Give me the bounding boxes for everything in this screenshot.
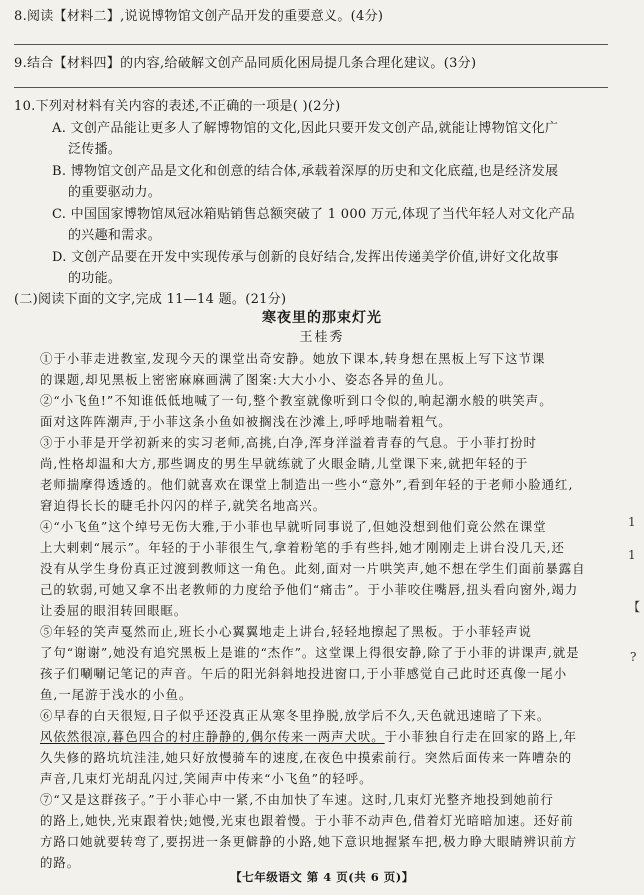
paragraph-line xyxy=(40,729,577,745)
answer-line xyxy=(14,87,608,88)
paragraph-line: 方路口她就要转弯了,要拐进一条更僻静的小路,她下意识地握紧车把,极力睁大眼睛辨识前方 xyxy=(40,834,578,849)
option-d: D. 文创产品要在开发中实现传承与创新的良好结合,发挥出传递美学价值,讲好文化故事 xyxy=(52,250,559,265)
paragraph-line: 久失修的路坑坑洼洼,她只好放慢骑车的速度,在夜色中摸索前行。突然后面传来一阵嘈杂的 xyxy=(40,750,573,765)
margin-mark: 1 xyxy=(628,548,636,562)
option-a: A. 文创产品能让更多人了解博物馆的文化,因此只要开发文创产品,就能让博物馆文化广 xyxy=(52,121,559,136)
paragraph-line: 老师揣摩得透透的。他们就喜欢在课堂上制造出一些小“意外”,看到年轻的于老师小脸通红, xyxy=(40,477,574,492)
margin-mark: 1 xyxy=(628,515,636,529)
paragraph-line: ⑦“又是这群孩子。”于小菲心中一紧,不由加快了车速。这时,几束灯光整齐地投到她前行 xyxy=(40,792,554,807)
answer-line xyxy=(14,44,608,45)
paragraph-line: ③于小菲是开学初新来的实习老师,高挑,白净,浑身洋溢着青春的气息。于小菲打扮时 xyxy=(40,435,537,450)
paragraph-line: 己的软弱,可她又拿不出老教师的力度给予他们“痛击”。于小菲咬住嘴唇,扭头看向窗外,竭力 xyxy=(40,582,579,597)
paragraph-line: ⑥早春的白天很短,日子似乎还没真正从寒冬里挣脱,放学后不久,天色就迅速暗了下来。 xyxy=(40,708,551,723)
paragraph-line: 让委屈的眼泪转回眼眶。 xyxy=(40,603,188,618)
option-b: B. 博物馆文创产品是文化和创意的结合体,承载着深厚的历史和文化底蕴,也是经济发展 xyxy=(52,164,559,179)
option-d-cont: 的功能。 xyxy=(68,271,122,286)
paragraph-line: 的路。 xyxy=(40,855,81,870)
paragraph-line: 没有从学生身份真正过渡到教师这一角色。此刻,面对一片哄笑声,她不想在学生们面前暴露自 xyxy=(40,561,586,576)
story-title: 寒夜里的那束灯光 xyxy=(262,310,382,326)
paragraph-line: 声音,几束灯光胡乱闪过,笑闹声中传来“小飞鱼”的轻呼。 xyxy=(40,771,373,786)
paragraph-line: 尚,性格却温和大方,那些调皮的男生早就练就了火眼金睛,儿堂课下来,就把年轻的于 xyxy=(40,456,529,471)
margin-mark: 【 xyxy=(628,600,641,614)
option-c: C. 中国国家博物馆凤冠冰箱贴销售总额突破了 1 000 万元,体现了当代年轻人对文化产品 xyxy=(52,207,575,222)
paragraph-line: 的课题,却见黑板上密密麻麻画满了图案:大大小小、姿态各异的鱼儿。 xyxy=(40,372,452,387)
option-a-cont: 泛传播。 xyxy=(68,142,122,157)
option-b-cont: 的重要驱动力。 xyxy=(68,185,162,200)
paragraph-text: 于小菲独自行走在回家的路上,年 xyxy=(384,729,578,744)
paragraph-line: 窘迫得长长的睫毛扑闪闪的样子,就笑名地高兴。 xyxy=(40,498,327,513)
paragraph-line: ①于小菲走进教室,发现今天的课堂出奇安静。她放下课本,转身想在黑板上写下这节课 xyxy=(40,351,546,366)
paragraph-line: 面对这阵阵潮声,于小菲这条小鱼如被搁浅在沙滩上,呼呼地喘着粗气。 xyxy=(40,414,452,429)
section-heading: (二)阅读下面的文字,完成 11—14 题。(21分) xyxy=(14,292,287,307)
page-footer: 【七年级语文 第 4 页(共 6 页)】 xyxy=(230,870,414,884)
story-author: 王桂秀 xyxy=(299,330,345,345)
question-9: 9.结合【材料四】的内容,给破解文创产品同质化困局提几条合理化建议。(3分) xyxy=(14,56,477,71)
paragraph-line: ④“小飞鱼”这个绰号无伤大雅,于小菲也早就听同事说了,但她没想到他们竟公然在课堂 xyxy=(40,519,547,534)
option-c-cont: 的兴趣和需求。 xyxy=(68,228,162,243)
question-10: 10.下列对材料有关内容的表述,不正确的一项是( )(2分) xyxy=(14,99,341,114)
underlined-sentence: 风依然很凉,暮色四合的村庄静静的,偶尔传来一两声犬吠。 xyxy=(40,729,385,744)
margin-mark: ? xyxy=(630,650,637,664)
paragraph-line: 的路上,她快,光束跟着快;她慢,光束也跟着慢。于小菲不动声色,借着灯光暗暗加速。还好前 xyxy=(40,813,574,828)
paragraph-line: 上大剌剌“展示”。年轻的于小菲很生气,拿着粉笔的手有些抖,她才刚刚走上讲台没几天,还 xyxy=(40,540,565,555)
paragraph-line: 孩子们唰唰记笔记的声音。午后的阳光斜斜地投进窗口,于小菲感觉自己此时还真像一尾小 xyxy=(40,666,568,681)
paragraph-line: 了句“谢谢”,她没有追究黑板上是谁的“杰作”。这堂课上得很安静,除了于小菲的讲课声,就是 xyxy=(40,645,580,660)
paragraph-line: ⑤年轻的笑声戛然而止,班长小心翼翼地走上讲台,轻轻地擦起了黑板。于小菲轻声说 xyxy=(40,624,532,639)
question-8: 8.阅读【材料二】,说说博物馆文创产品开发的重要意义。(4分) xyxy=(14,9,384,24)
paragraph-line: ②“小飞鱼!”不知谁低低地喊了一句,整个教室就像听到口令似的,响起潮水般的哄笑声。 xyxy=(40,393,553,408)
paragraph-line: 鱼,一尾游于浅水的小鱼。 xyxy=(40,687,193,702)
